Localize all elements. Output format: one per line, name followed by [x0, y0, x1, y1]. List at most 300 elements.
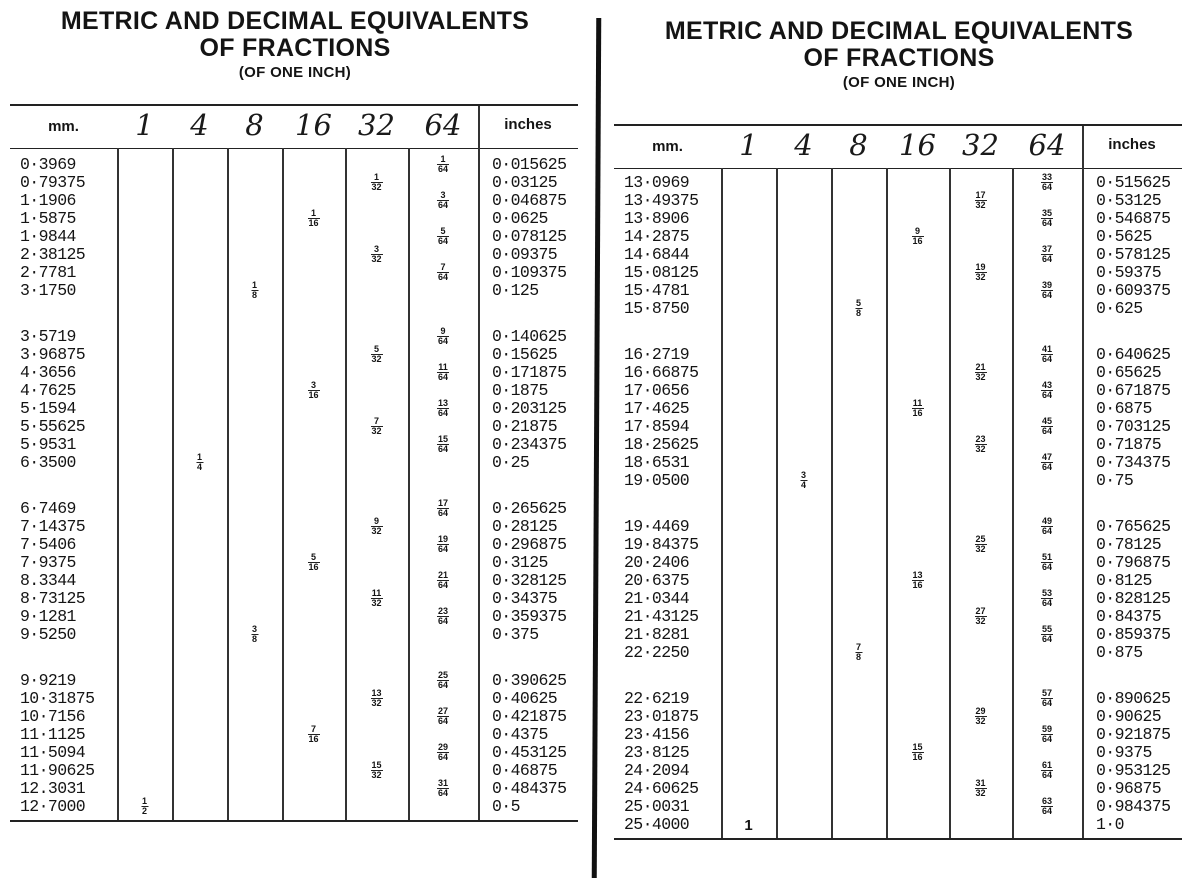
fraction-denominator: 32	[975, 372, 986, 382]
fraction	[974, 535, 986, 554]
inch-value: 0·21875	[492, 417, 558, 436]
fraction-denominator: 32	[371, 770, 382, 780]
title-line-1: METRIC AND DECIMAL EQUIVALENTS	[60, 7, 530, 35]
mm-value: 17·4625	[624, 399, 690, 418]
mm-value: 15·8750	[624, 299, 690, 318]
inch-value: 0·234375	[492, 435, 567, 454]
page-title	[604, 18, 1194, 94]
fraction	[370, 589, 382, 608]
mm-value: 5·1594	[20, 399, 76, 418]
mm-value: 16·2719	[624, 345, 690, 364]
title-line-1: METRIC AND DECIMAL EQUIVALENTS	[664, 17, 1134, 45]
fraction	[1041, 209, 1053, 228]
fraction	[196, 453, 203, 472]
inch-value: 0·5625	[1096, 227, 1152, 246]
fraction-numerator: 13	[371, 688, 382, 698]
fraction	[1041, 553, 1053, 572]
inch-value: 0·609375	[1096, 281, 1171, 300]
fraction-denominator: 64	[1041, 634, 1053, 644]
equivalents-table	[10, 104, 578, 822]
mm-value: 21·43125	[624, 607, 699, 626]
mm-value: 17·0656	[624, 381, 690, 400]
fraction-denominator: 64	[437, 164, 449, 174]
mm-value: 7·14375	[20, 517, 86, 536]
fraction-numerator: 5	[440, 226, 446, 236]
inch-value: 0·09375	[492, 245, 558, 264]
mm-value: 24·2094	[624, 761, 690, 780]
inch-value: 0·984375	[1096, 797, 1171, 816]
fraction-denominator: 64	[437, 336, 449, 346]
inch-value: 0·65625	[1096, 363, 1162, 382]
fraction-denominator: 16	[308, 390, 319, 400]
fraction-numerator: 7	[373, 416, 380, 426]
fraction-denominator: 64	[437, 444, 449, 454]
mm-value: 2·7781	[20, 263, 76, 282]
inch-value: 0·875	[1096, 643, 1143, 662]
fraction	[974, 707, 986, 726]
inch-value: 0·40625	[492, 689, 558, 708]
mm-value: 0·79375	[20, 173, 86, 192]
fraction	[1041, 417, 1053, 436]
fraction	[855, 299, 862, 318]
header-denominator-1: 1	[739, 128, 758, 162]
inch-value: 0·4375	[492, 725, 548, 744]
fraction	[437, 571, 449, 590]
fraction-denominator: 64	[1041, 526, 1053, 536]
mm-value: 11·5094	[20, 743, 86, 762]
header-denominator-1: 1	[135, 108, 154, 142]
inch-value: 0·296875	[492, 535, 567, 554]
fraction-numerator: 7	[310, 724, 317, 734]
fraction	[911, 227, 923, 246]
inch-value: 0·109375	[492, 263, 567, 282]
fraction-numerator: 59	[1041, 724, 1053, 734]
title-line-3: (OF ONE INCH)	[238, 64, 352, 81]
fraction	[911, 571, 923, 590]
fraction	[370, 173, 382, 192]
inch-value: 0·546875	[1096, 209, 1171, 228]
mm-value: 23·8125	[624, 743, 690, 762]
mm-value: 4·3656	[20, 363, 76, 382]
fraction	[307, 381, 319, 400]
fraction-numerator: 19	[437, 534, 449, 544]
inch-value: 1·0	[1096, 815, 1124, 834]
column-rule	[227, 148, 229, 820]
header-denominator-4: 4	[190, 108, 209, 142]
fraction-numerator: 55	[1041, 624, 1053, 634]
fraction-denominator: 16	[912, 752, 923, 762]
mm-value: 20·6375	[624, 571, 690, 590]
header-denominator-32: 32	[962, 128, 999, 162]
inch-value: 0·59375	[1096, 263, 1162, 282]
fraction-numerator: 53	[1041, 588, 1053, 598]
header-denominator-8: 8	[849, 128, 868, 162]
fraction	[1041, 725, 1053, 744]
fraction-numerator: 35	[1041, 208, 1053, 218]
mm-value: 10·31875	[20, 689, 95, 708]
fraction	[437, 707, 449, 726]
fraction-numerator: 25	[975, 534, 986, 544]
inch-value: 0·46875	[492, 761, 558, 780]
column-rule	[776, 168, 778, 838]
fraction-denominator: 64	[437, 200, 449, 210]
fraction-denominator: 64	[437, 544, 449, 554]
fraction-denominator: 8	[251, 290, 258, 300]
fraction-numerator: 25	[437, 670, 449, 680]
fraction-denominator: 32	[975, 544, 986, 554]
fraction-denominator: 32	[371, 526, 382, 536]
fraction	[974, 191, 986, 210]
header-mm: mm.	[652, 138, 683, 155]
inch-value: 0·796875	[1096, 553, 1171, 572]
fraction-denominator: 32	[975, 716, 986, 726]
fraction	[437, 227, 449, 246]
fraction	[251, 281, 258, 300]
fraction	[437, 779, 449, 798]
fraction-numerator: 7	[440, 262, 446, 272]
fraction	[307, 725, 319, 744]
fraction-numerator: 33	[1041, 172, 1053, 182]
fraction-denominator: 16	[912, 580, 923, 590]
fraction	[437, 399, 449, 418]
mm-value: 1·9844	[20, 227, 76, 246]
mm-value: 9·5250	[20, 625, 76, 644]
column-rule	[345, 148, 347, 820]
mm-value: 3·5719	[20, 327, 76, 346]
header-mm: mm.	[48, 118, 79, 135]
fraction	[370, 417, 382, 436]
inch-value: 0·78125	[1096, 535, 1162, 554]
inch-value: 0·359375	[492, 607, 567, 626]
fraction-numerator: 21	[437, 570, 449, 580]
whole-number: 1	[744, 817, 753, 834]
fraction-numerator: 1	[373, 172, 380, 182]
page-title	[0, 8, 590, 84]
fraction-denominator: 8	[855, 652, 862, 662]
fraction	[437, 263, 449, 282]
fraction	[1041, 761, 1053, 780]
mm-value: 9·1281	[20, 607, 76, 626]
fraction-denominator: 32	[371, 598, 382, 608]
fraction	[1041, 517, 1053, 536]
fraction-denominator: 64	[437, 788, 449, 798]
fraction	[437, 435, 449, 454]
inch-value: 0·828125	[1096, 589, 1171, 608]
mm-value: 16·66875	[624, 363, 699, 382]
fraction	[437, 363, 449, 382]
fraction-denominator: 64	[1041, 734, 1053, 744]
inch-value: 0·1875	[492, 381, 548, 400]
header-denominator-16: 16	[899, 128, 936, 162]
header-denominator-32: 32	[358, 108, 395, 142]
mm-value: 17·8594	[624, 417, 690, 436]
mm-value: 1·1906	[20, 191, 76, 210]
inch-value: 0·5	[492, 797, 520, 816]
inch-value: 0·171875	[492, 363, 567, 382]
column-rule	[408, 148, 410, 820]
fraction-numerator: 37	[1041, 244, 1053, 254]
fraction	[974, 363, 986, 382]
fraction-denominator: 64	[437, 236, 449, 246]
fraction-numerator: 23	[975, 434, 986, 444]
inch-value: 0·484375	[492, 779, 567, 798]
fraction-numerator: 11	[371, 588, 382, 598]
inch-value: 0·859375	[1096, 625, 1171, 644]
fraction-denominator: 8	[251, 634, 258, 644]
column-rule	[886, 168, 888, 838]
fraction-numerator: 17	[437, 498, 449, 508]
mm-value: 13·0969	[624, 173, 690, 192]
fraction-denominator: 64	[437, 616, 449, 626]
fraction-denominator: 64	[1041, 218, 1053, 228]
inch-value: 0·046875	[492, 191, 567, 210]
fraction	[307, 209, 319, 228]
inch-value: 0·765625	[1096, 517, 1171, 536]
fraction-numerator: 27	[975, 606, 986, 616]
mm-value: 4·7625	[20, 381, 76, 400]
inch-value: 0·015625	[492, 155, 567, 174]
inch-value: 0·625	[1096, 299, 1143, 318]
mm-value: 14·6844	[624, 245, 690, 264]
fraction	[911, 743, 923, 762]
fraction-denominator: 64	[1041, 390, 1053, 400]
title-line-2: OF FRACTIONS	[199, 34, 391, 62]
fraction-denominator: 16	[912, 236, 923, 246]
fraction-denominator: 64	[1041, 806, 1053, 816]
fraction	[370, 689, 382, 708]
fraction	[141, 797, 148, 816]
mm-value: 9·9219	[20, 671, 76, 690]
mm-value: 25·0031	[624, 797, 690, 816]
fraction-numerator: 9	[440, 326, 446, 336]
fraction-numerator: 43	[1041, 380, 1053, 390]
inch-value: 0·703125	[1096, 417, 1171, 436]
mm-value: 19·84375	[624, 535, 699, 554]
inch-value: 0·140625	[492, 327, 567, 346]
fraction	[1041, 453, 1053, 472]
fraction-denominator: 64	[1041, 354, 1053, 364]
fraction-denominator: 32	[371, 354, 382, 364]
fraction-denominator: 64	[1041, 698, 1053, 708]
mm-value: 13·8906	[624, 209, 690, 228]
fraction	[437, 327, 449, 346]
mm-value: 25·4000	[624, 815, 690, 834]
fraction-numerator: 41	[1041, 344, 1053, 354]
fraction-numerator: 29	[975, 706, 986, 716]
fraction-denominator: 32	[975, 616, 986, 626]
header-inches: inches	[504, 116, 552, 133]
fraction-denominator: 64	[1041, 562, 1053, 572]
fraction-denominator: 32	[371, 254, 382, 264]
fraction-denominator: 64	[437, 580, 449, 590]
header-denominator-64: 64	[424, 108, 462, 142]
left-page	[0, 0, 590, 880]
column-rule	[117, 148, 119, 820]
fraction	[974, 435, 986, 454]
mm-value: 24·60625	[624, 779, 699, 798]
inch-value: 0·390625	[492, 671, 567, 690]
mm-value: 19·4469	[624, 517, 690, 536]
fraction-denominator: 64	[437, 716, 449, 726]
mm-value: 20·2406	[624, 553, 690, 572]
mm-value: 22·2250	[624, 643, 690, 662]
fraction-denominator: 64	[437, 680, 449, 690]
fraction-numerator: 3	[373, 244, 380, 254]
mm-value: 2·38125	[20, 245, 86, 264]
inch-value: 0·640625	[1096, 345, 1171, 364]
mm-value: 13·49375	[624, 191, 699, 210]
column-rule	[282, 148, 284, 820]
mm-value: 22·6219	[624, 689, 690, 708]
fraction-denominator: 64	[1041, 182, 1053, 192]
fraction-numerator: 31	[437, 778, 449, 788]
mm-value: 11·1125	[20, 725, 86, 744]
fraction-numerator: 51	[1041, 552, 1053, 562]
inch-value: 0·90625	[1096, 707, 1162, 726]
fraction-numerator: 1	[440, 154, 446, 164]
mm-value: 18·6531	[624, 453, 690, 472]
inch-value: 0·25	[492, 453, 530, 472]
fraction-numerator: 13	[437, 398, 449, 408]
fraction-numerator: 5	[310, 552, 317, 562]
right-page	[604, 12, 1194, 882]
inch-value: 0·53125	[1096, 191, 1162, 210]
page-divider	[592, 18, 602, 878]
fraction	[370, 345, 382, 364]
mm-value: 23·4156	[624, 725, 690, 744]
column-rule	[1012, 168, 1014, 838]
fraction	[1041, 797, 1053, 816]
fraction-denominator: 64	[437, 752, 449, 762]
mm-value: 12·7000	[20, 797, 86, 816]
fraction-numerator: 3	[800, 470, 807, 480]
fraction-denominator: 2	[141, 806, 148, 816]
fraction-denominator: 64	[1041, 426, 1053, 436]
mm-value: 21·0344	[624, 589, 690, 608]
fraction	[437, 535, 449, 554]
inch-value: 0·03125	[492, 173, 558, 192]
fraction	[855, 643, 862, 662]
inch-value: 0·96875	[1096, 779, 1162, 798]
inch-value: 0·953125	[1096, 761, 1171, 780]
fraction-numerator: 11	[912, 398, 923, 408]
fraction-numerator: 1	[310, 208, 317, 218]
fraction	[437, 191, 449, 210]
fraction-numerator: 3	[440, 190, 446, 200]
column-rule	[172, 148, 174, 820]
inch-value: 0·375	[492, 625, 539, 644]
fraction-numerator: 57	[1041, 688, 1053, 698]
fraction	[437, 743, 449, 762]
fraction-denominator: 32	[371, 426, 382, 436]
fraction	[974, 607, 986, 626]
fraction-denominator: 32	[975, 200, 986, 210]
fraction-numerator: 5	[855, 298, 862, 308]
fraction	[1041, 589, 1053, 608]
fraction-denominator: 32	[975, 788, 986, 798]
fraction-denominator: 4	[800, 480, 807, 490]
mm-value: 3·1750	[20, 281, 76, 300]
fraction	[1041, 245, 1053, 264]
fraction-numerator: 61	[1041, 760, 1053, 770]
inch-value: 0·671875	[1096, 381, 1171, 400]
fraction	[437, 671, 449, 690]
fraction-numerator: 29	[437, 742, 449, 752]
table-header	[614, 126, 1182, 169]
inch-value: 0·078125	[492, 227, 567, 246]
fraction	[370, 517, 382, 536]
mm-value: 8·73125	[20, 589, 86, 608]
inch-value: 0·734375	[1096, 453, 1171, 472]
mm-value: 15·4781	[624, 281, 690, 300]
fraction-numerator: 11	[438, 362, 448, 372]
inch-value: 0·6875	[1096, 399, 1152, 418]
fraction	[1041, 281, 1053, 300]
mm-value: 21·8281	[624, 625, 690, 644]
fraction-numerator: 49	[1041, 516, 1053, 526]
fraction-numerator: 3	[251, 624, 258, 634]
mm-value: 6·7469	[20, 499, 76, 518]
inch-value: 0·203125	[492, 399, 567, 418]
fraction-numerator: 27	[437, 706, 449, 716]
inch-value: 0·328125	[492, 571, 567, 590]
inch-value: 0·75	[1096, 471, 1134, 490]
fraction-denominator: 32	[975, 444, 986, 454]
fraction-denominator: 32	[371, 182, 382, 192]
fraction	[437, 155, 449, 174]
column-rule	[831, 168, 833, 838]
mm-value: 7·5406	[20, 535, 76, 554]
title-line-2: OF FRACTIONS	[803, 44, 995, 72]
mm-value: 10·7156	[20, 707, 86, 726]
fraction-numerator: 39	[1041, 280, 1053, 290]
fraction-numerator: 23	[437, 606, 449, 616]
fraction	[800, 471, 807, 490]
inch-value: 0·8125	[1096, 571, 1152, 590]
fraction-denominator: 64	[1041, 770, 1053, 780]
mm-value: 19·0500	[624, 471, 690, 490]
fraction-denominator: 16	[308, 218, 319, 228]
fraction-numerator: 15	[371, 760, 382, 770]
mm-value: 18·25625	[624, 435, 699, 454]
column-rule	[949, 168, 951, 838]
fraction-denominator: 64	[437, 508, 449, 518]
inch-value: 0·71875	[1096, 435, 1162, 454]
fraction	[370, 761, 382, 780]
header-denominator-8: 8	[245, 108, 264, 142]
fraction-denominator: 64	[437, 408, 449, 418]
fraction-denominator: 8	[855, 308, 862, 318]
fraction	[911, 399, 923, 418]
column-rule	[478, 106, 480, 820]
fraction-numerator: 15	[437, 434, 449, 444]
fraction-denominator: 64	[1041, 290, 1053, 300]
inch-value: 0·515625	[1096, 173, 1171, 192]
fraction-numerator: 7	[855, 642, 862, 652]
mm-value: 7·9375	[20, 553, 76, 572]
fraction	[370, 245, 382, 264]
fraction	[1041, 345, 1053, 364]
fraction-numerator: 31	[975, 778, 986, 788]
fraction	[974, 263, 986, 282]
fraction-denominator: 16	[308, 562, 319, 572]
inch-value: 0·34375	[492, 589, 558, 608]
fraction-denominator: 32	[975, 272, 986, 282]
column-rule	[1082, 126, 1084, 838]
table-header	[10, 106, 578, 149]
fraction-denominator: 64	[1041, 598, 1053, 608]
fraction-numerator: 17	[975, 190, 986, 200]
